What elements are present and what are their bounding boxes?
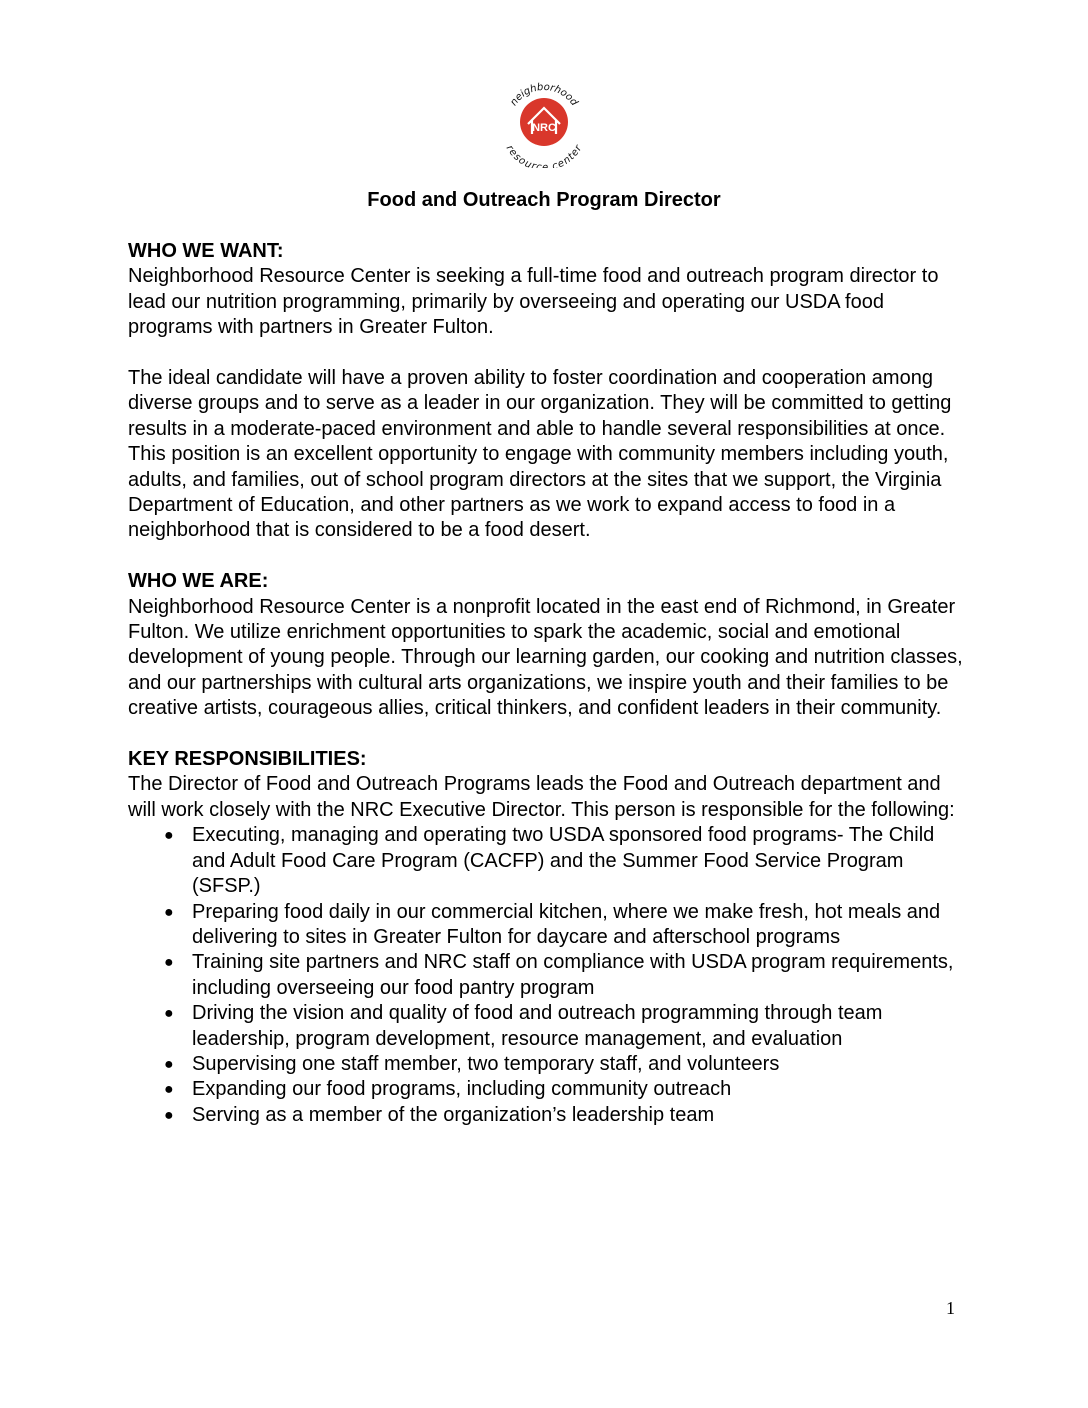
paragraph-who-we-want-2: The ideal candidate will have a proven ability to foster coordination and cooperation among diverse groups and to serve as a leader in our organization. They will be committed to getting results in a moderate-paced environment and able to handle several responsibilities at once. This position is an excellent opportunity to engage with community members including youth, adults, and families, out of school program directors at the sites that we support, the Virginia Department of Education, and other partners as we work to expand access to food in a neighborhood that is considered to be a food desert. <box>128 367 952 542</box>
list-item <box>128 1103 968 1128</box>
list-item <box>128 823 968 899</box>
bullet-icon: ● <box>164 1055 174 1073</box>
heading-key-responsibilities: KEY RESPONSIBILITIES: <box>128 748 367 771</box>
paragraph-key-responsibilities-intro: The Director of Food and Outreach Programs leads the Food and Outreach department and will work closely with the NRC Executive Director. This person is responsible for the following: <box>128 773 955 821</box>
logo-bottom-text: resource center <box>503 143 585 168</box>
logo-center-text: NRC <box>532 122 556 134</box>
logo-top-text: neighborhood <box>508 81 580 109</box>
list-item-text: Executing, managing and operating two USDA sponsored food programs- The Child and Adult Food Care Program (CACFP) and the Summer Food Service Program (SFSP.) <box>192 824 935 898</box>
nrc-logo <box>496 72 592 168</box>
document-body <box>128 239 968 1128</box>
heading-who-we-are: WHO WE ARE: <box>128 570 269 593</box>
page-number: 1 <box>946 1298 955 1318</box>
bullet-icon: ● <box>164 827 174 845</box>
bullet-icon: ● <box>164 1081 174 1099</box>
list-item <box>128 1077 968 1102</box>
heading-who-we-want: WHO WE WANT: <box>128 240 284 262</box>
section-who-we-want <box>128 239 968 544</box>
list-item <box>128 1052 968 1077</box>
paragraph-who-we-are: Neighborhood Resource Center is a nonprofit located in the east end of Richmond, in Greater Fulton. We utilize enrichment opportunities to spark the academic, social and emotional development of young people. Through our learning garden, our cooking and nutrition classes, and our partnerships with cultural arts organizations, we inspire youth and their families to be creative artists, courageous allies, critical thinkers, and confident leaders in their community. <box>128 595 963 720</box>
list-item <box>128 950 968 1001</box>
section-key-responsibilities <box>128 747 968 1128</box>
list-item <box>128 1001 968 1052</box>
bullet-icon: ● <box>164 903 174 921</box>
list-item <box>128 900 968 951</box>
bullet-icon: ● <box>164 1005 174 1023</box>
list-item-text: Preparing food daily in our commercial kitchen, where we make fresh, hot meals and delivering to sites in Greater Fulton for daycare and afterschool programs <box>192 900 941 948</box>
logo-graphic <box>496 72 592 168</box>
list-item-text: Supervising one staff member, two temporary staff, and volunteers <box>192 1052 780 1075</box>
section-who-we-are <box>128 569 968 721</box>
document-title: Food and Outreach Program Director <box>367 189 721 211</box>
list-item-text: Serving as a member of the organization’s leadership team <box>192 1103 715 1126</box>
bullet-icon: ● <box>164 954 174 972</box>
list-item-text: Training site partners and NRC staff on compliance with USDA program requirements, including overseeing our food pantry program <box>192 951 954 999</box>
list-item-text: Driving the vision and quality of food and outreach programming through team leadership, program development, resource management, and evaluation <box>192 1002 883 1050</box>
paragraph-who-we-want-1: Neighborhood Resource Center is seeking a full-time food and outreach program director to lead our nutrition programming, primarily by overseeing and operating our USDA food programs with partners in Greater Fulton. <box>128 265 939 339</box>
responsibilities-list <box>128 823 968 1128</box>
list-item-text: Expanding our food programs, including community outreach <box>192 1078 732 1101</box>
bullet-icon: ● <box>164 1106 174 1124</box>
